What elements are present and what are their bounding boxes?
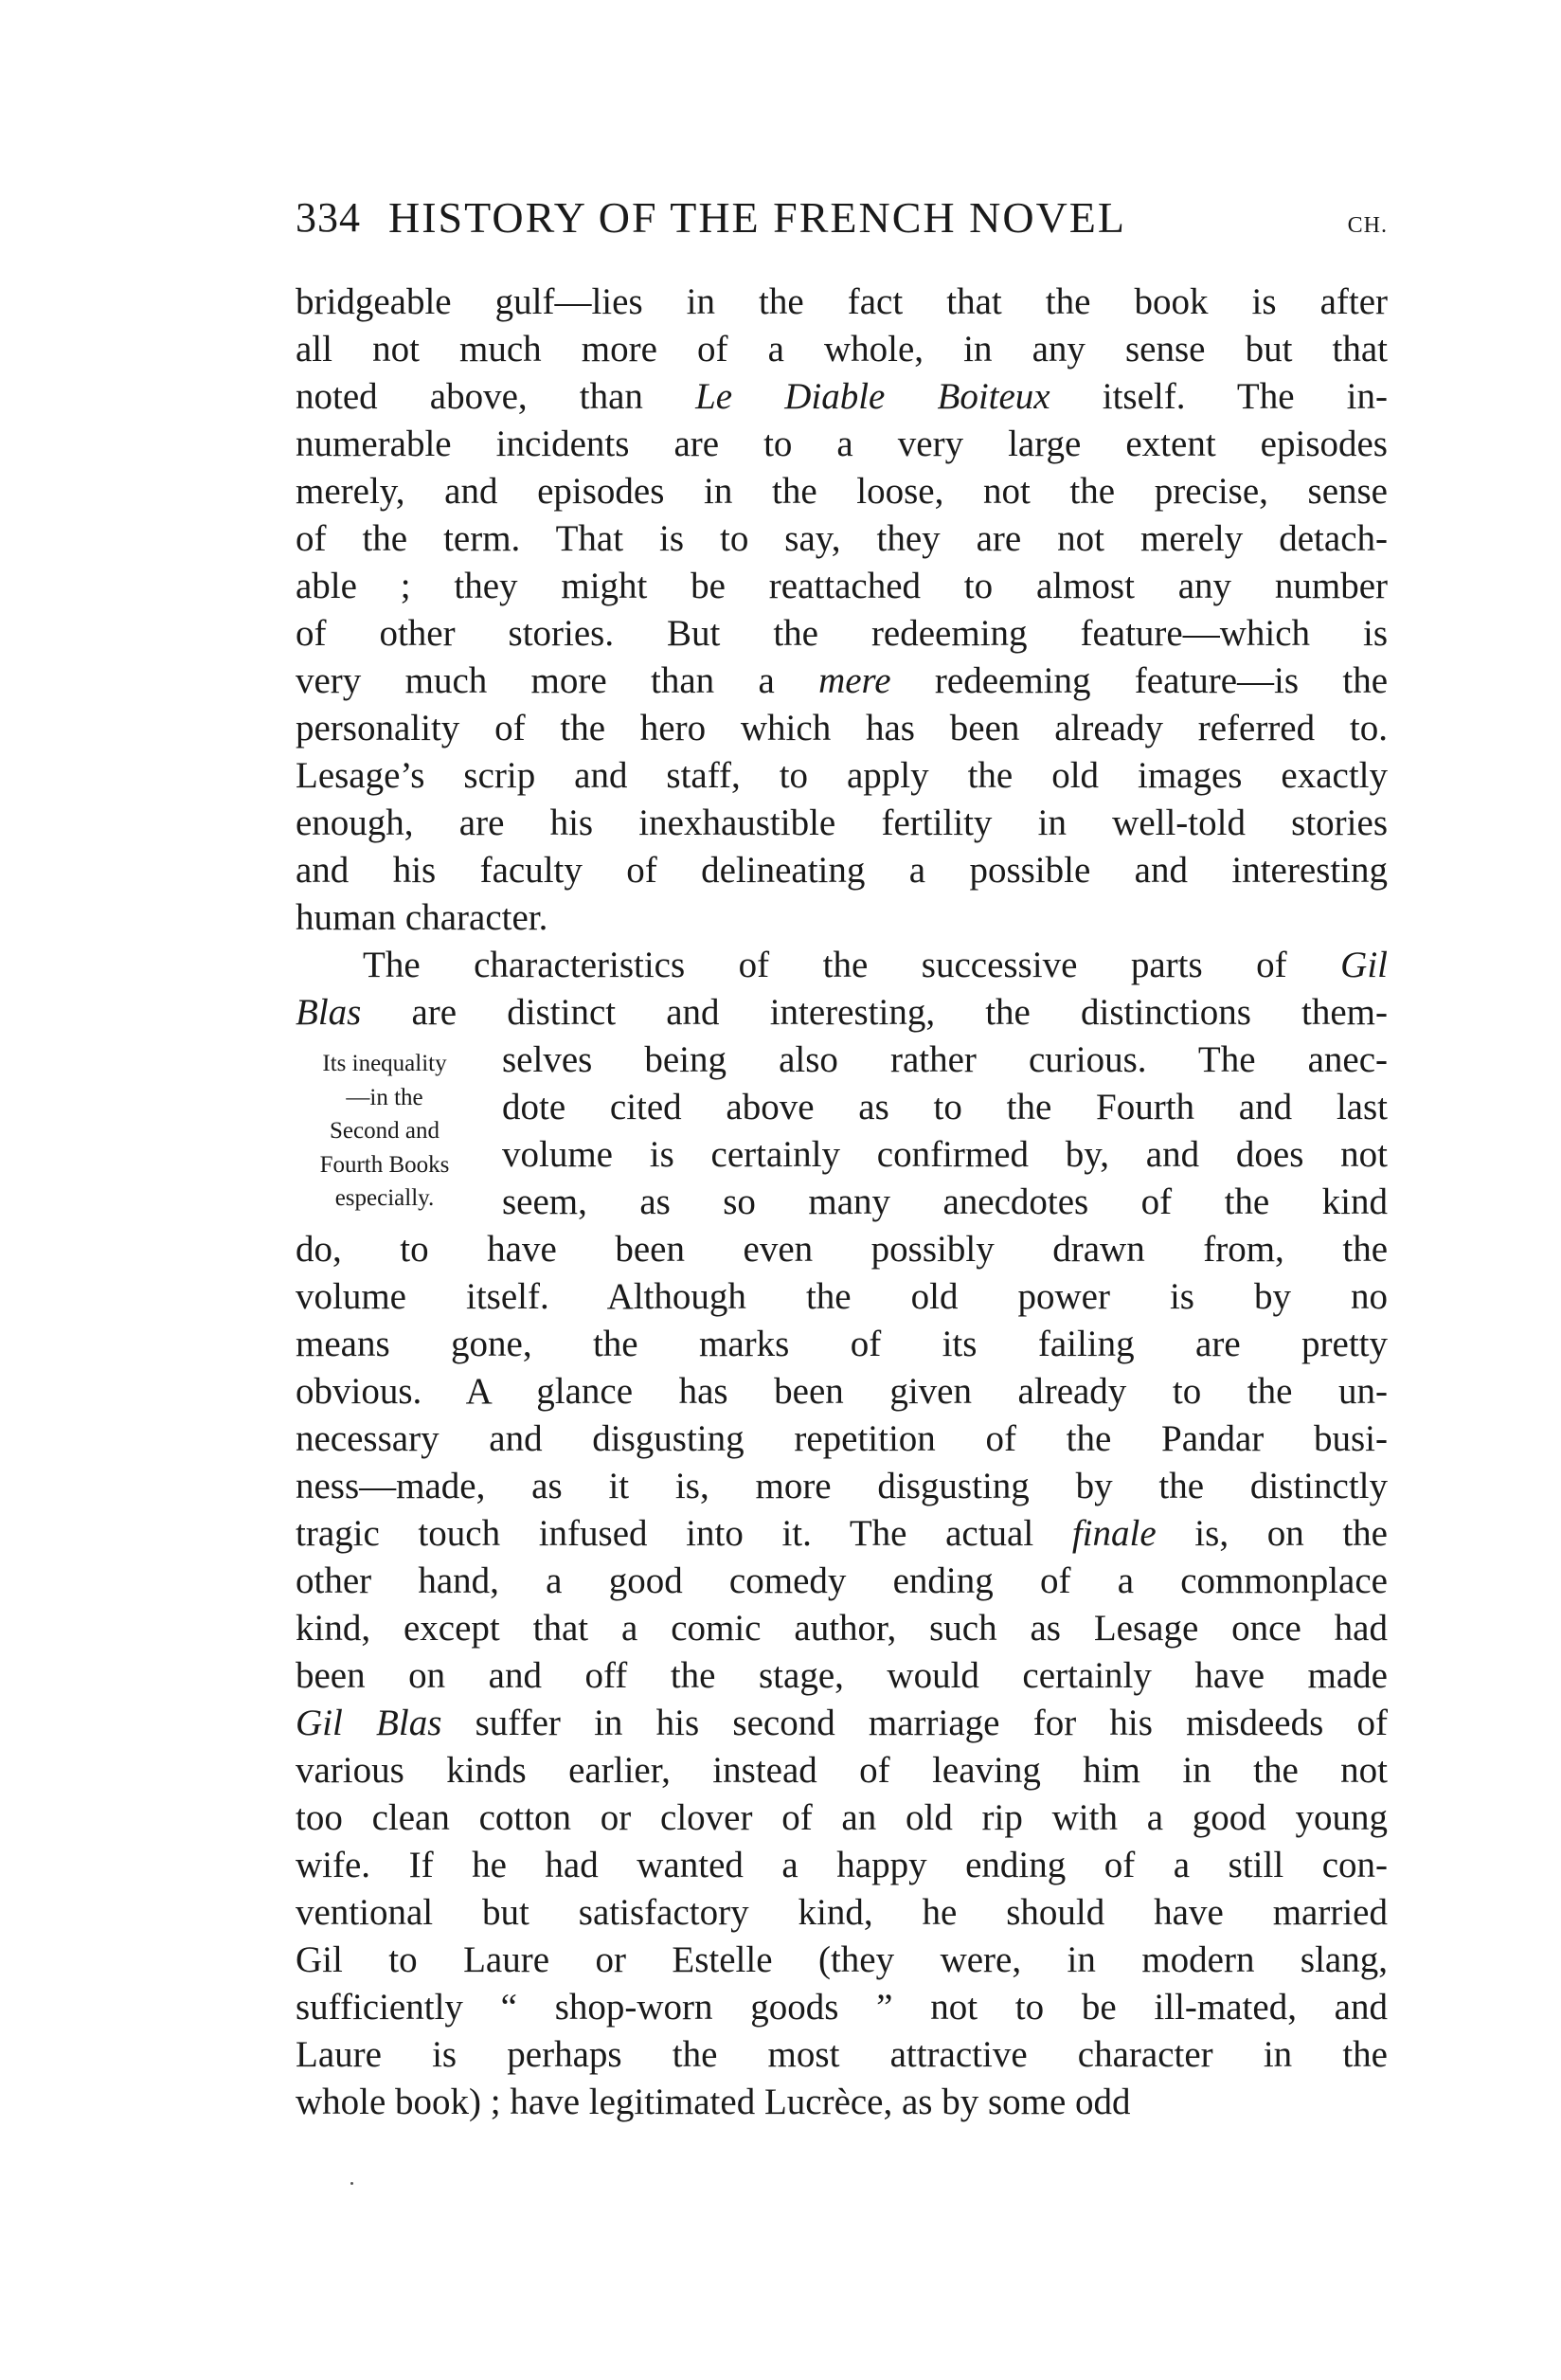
text-line-content: all not much more of a whole, in any sense but that	[296, 329, 1388, 370]
text-line-content: bridgeable gulf—lies in the fact that the book is after	[296, 281, 1388, 322]
text-line	[296, 847, 1388, 894]
text-line	[502, 1131, 1388, 1179]
text-line	[296, 1794, 1388, 1842]
text-line-content: numerable incidents are to a very large extent episodes	[296, 424, 1388, 464]
text-line-content: of other stories. But the redeeming feature—which is	[296, 613, 1388, 654]
text-line	[296, 1842, 1388, 1889]
text-line-content: ventional but satisfactory kind, he should have married	[296, 1892, 1388, 1933]
text-run: very much more than a	[296, 660, 819, 701]
text-line	[296, 373, 1388, 421]
text-line	[296, 1558, 1388, 1605]
italic-title: Gil Blas	[296, 1703, 442, 1743]
text-line-content: and his faculty of delineating a possible and interesting	[296, 850, 1388, 891]
text-line-content: too clean cotton or clover of an old rip with a good young	[296, 1797, 1388, 1838]
text-line	[296, 1321, 1388, 1368]
text-run: noted above, than	[296, 376, 696, 417]
text-line	[296, 1984, 1388, 2031]
text-line	[296, 1937, 1388, 1984]
text-line-content: personality of the hero which has been already referred to.	[296, 708, 1388, 748]
text-line-content: Laure is perhaps the most attractive character in the	[296, 2034, 1388, 2075]
text-line	[296, 1510, 1388, 1558]
italic-title: Le Diable Boiteux	[695, 376, 1050, 417]
text-line-content: volume is certainly confirmed by, and does not	[502, 1134, 1388, 1175]
text-line	[296, 1605, 1388, 1652]
text-line	[296, 894, 1388, 942]
margin-note	[284, 1047, 485, 1216]
text-line-content: merely, and episodes in the loose, not the precise, sense	[296, 471, 1388, 512]
margin-note-line: Second and	[330, 1118, 440, 1144]
text-line	[296, 1652, 1388, 1700]
text-run: itself. The in-	[1050, 376, 1388, 417]
margin-note-line: especially.	[334, 1185, 435, 1211]
text-line	[296, 800, 1388, 847]
text-line	[296, 610, 1388, 658]
text-line-content: sufficiently “ shop-worn goods ” not to be ill-mated, and	[296, 1987, 1388, 2028]
running-head	[296, 189, 1388, 246]
text-line	[296, 421, 1388, 468]
text-line	[296, 1368, 1388, 1415]
text-line-content: seem, as so many anecdotes of the kind	[502, 1181, 1388, 1222]
text-line-content: necessary and disgusting repetition of the Pandar busi-	[296, 1418, 1388, 1459]
text-line-content: obvious. A glance has been given already to the un-	[296, 1371, 1388, 1412]
text-run: The characteristics of the successive parts of	[363, 945, 1341, 985]
text-run: are distinct and interesting, the distinctions them-	[361, 992, 1388, 1033]
text-line	[363, 942, 1388, 989]
text-line	[502, 1037, 1388, 1084]
text-line	[296, 468, 1388, 515]
text-line	[296, 1889, 1388, 1937]
text-line	[296, 705, 1388, 752]
text-line-content: means gone, the marks of its failing are pretty	[296, 1324, 1388, 1364]
text-line	[296, 1415, 1388, 1463]
italic-title: mere	[818, 660, 891, 701]
margin-note-line: —in the	[346, 1084, 423, 1110]
text-line	[502, 1084, 1388, 1131]
text-line	[296, 989, 1388, 1037]
page-number: 334	[296, 194, 361, 241]
italic-title: finale	[1071, 1513, 1157, 1554]
text-line-content: kind, except that a comic author, such as Lesage once had	[296, 1608, 1388, 1649]
text-line	[296, 1226, 1388, 1273]
text-line-content: ness—made, as it is, more disgusting by the distinctly	[296, 1466, 1388, 1506]
text-line-content: other hand, a good comedy ending of a commonplace	[296, 1560, 1388, 1601]
text-line-content: able ; they might be reattached to almost any number	[296, 566, 1388, 606]
text-line-content: human character.	[296, 897, 548, 938]
text-run: suffer in his second marriage for his misdeeds of	[441, 1703, 1388, 1743]
text-line	[296, 1273, 1388, 1321]
text-line-content: been on and off the stage, would certainly have made	[296, 1655, 1388, 1696]
text-line-content: wife. If he had wanted a happy ending of a still con-	[296, 1845, 1388, 1885]
text-line	[296, 1700, 1388, 1747]
text-line	[296, 2031, 1388, 2079]
text-run: is, on the	[1156, 1513, 1388, 1554]
text-run: tragic touch infused into it. The actual	[296, 1513, 1072, 1554]
text-line-content: selves being also rather curious. The anec-	[502, 1039, 1388, 1080]
text-line-content: do, to have been even possibly drawn from, the	[296, 1229, 1388, 1270]
running-title: HISTORY OF THE FRENCH NOVEL	[388, 193, 1126, 242]
text-line	[296, 752, 1388, 800]
italic-title: Blas	[296, 992, 362, 1033]
text-line	[296, 658, 1388, 705]
text-line	[296, 2079, 1388, 2126]
text-line	[296, 563, 1388, 610]
text-line	[296, 326, 1388, 373]
text-line-content: of the term. That is to say, they are not merely detach-	[296, 518, 1388, 559]
text-line-content: Lesage’s scrip and staff, to apply the old images exactly	[296, 755, 1388, 796]
margin-note-line: Fourth Books	[319, 1151, 450, 1178]
text-line-content: volume itself. Although the old power is by no	[296, 1276, 1388, 1317]
italic-title: Gil	[1340, 945, 1388, 985]
text-line-content: various kinds earlier, instead of leaving him in the not	[296, 1750, 1388, 1791]
text-line	[296, 1747, 1388, 1794]
chapter-mark: CH.	[1347, 213, 1388, 238]
text-run: redeeming feature—is the	[890, 660, 1388, 701]
text-line-content: enough, are his inexhaustible fertility in well-told stories	[296, 802, 1388, 843]
text-line-content: Gil to Laure or Estelle (they were, in modern slang,	[296, 1939, 1388, 1980]
margin-note-line: Its inequality	[322, 1051, 447, 1076]
text-line-content: dote cited above as to the Fourth and last	[502, 1087, 1388, 1127]
print-speck	[350, 2182, 353, 2185]
text-line	[502, 1179, 1388, 1226]
text-line	[296, 1463, 1388, 1510]
text-line	[296, 515, 1388, 563]
text-line-content: whole book) ; have legitimated Lucrèce, as by some odd	[296, 2082, 1131, 2122]
text-line	[296, 279, 1388, 326]
